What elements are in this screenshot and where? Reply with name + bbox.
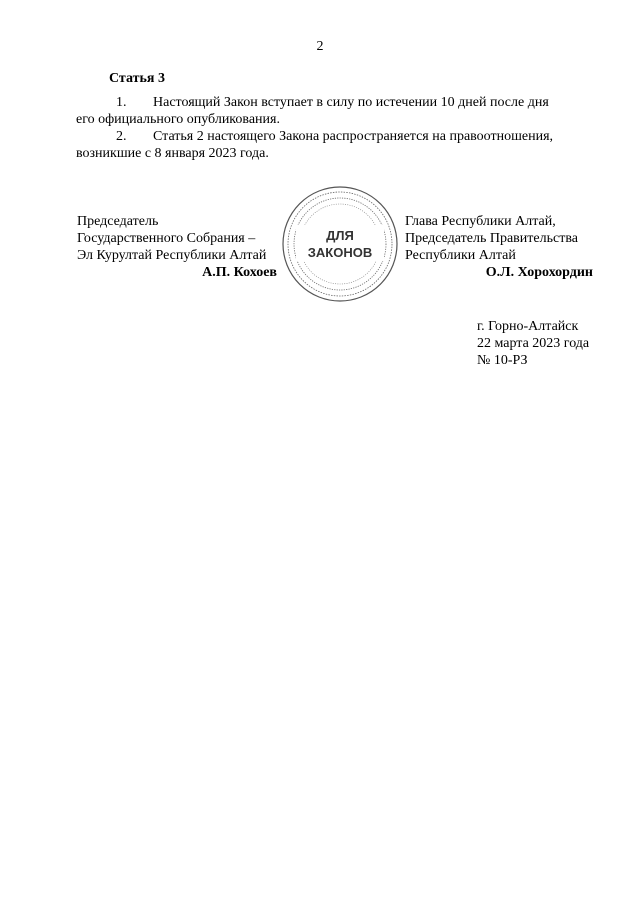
right-title-line-2: Председатель Правительства xyxy=(405,231,578,246)
paragraph-2-text-2: возникшие с 8 января 2023 года. xyxy=(76,146,269,161)
left-title-line-3: Эл Курултай Республики Алтай xyxy=(77,248,267,263)
article-paragraph-2 xyxy=(76,128,594,162)
stamp-text-line-2: ЗАКОНОВ xyxy=(307,245,373,260)
date: 22 марта 2023 года xyxy=(477,336,590,351)
left-title-line-1: Председатель xyxy=(77,214,159,229)
stamp-text-line-1: ДЛЯ xyxy=(326,228,354,243)
paragraph-1-text-1: Настоящий Закон вступает в силу по истечении 10 дней после дня xyxy=(153,95,549,110)
paragraph-1-number: 1. xyxy=(116,95,127,110)
official-stamp xyxy=(280,184,400,304)
right-title-line-1: Глава Республики Алтай, xyxy=(405,214,556,229)
paragraph-2-text-1: Статья 2 настоящего Закона распространяется на правоотношения, xyxy=(153,129,554,144)
article-title: Статья 3 xyxy=(109,71,165,86)
signature-block-right xyxy=(405,213,593,281)
right-title-line-3: Республики Алтай xyxy=(405,248,516,263)
place-date-block xyxy=(477,318,607,369)
page-number: 2 xyxy=(316,39,324,54)
signature-block-left xyxy=(77,213,277,281)
city: г. Горно-Алтайск xyxy=(477,319,579,334)
left-title-line-2: Государственного Собрания – xyxy=(77,231,256,246)
article-paragraph-1 xyxy=(76,94,594,128)
left-signatory-name: А.П. Кохоев xyxy=(202,265,277,280)
paragraph-2-number: 2. xyxy=(116,129,127,144)
paragraph-1-text-2: его официального опубликования. xyxy=(76,112,280,127)
paragraph-2-line-1 xyxy=(76,128,594,145)
law-number: № 10-РЗ xyxy=(477,353,528,368)
paragraph-1-line-1 xyxy=(76,94,594,111)
right-signatory-name: О.Л. Хорохордин xyxy=(485,265,593,280)
